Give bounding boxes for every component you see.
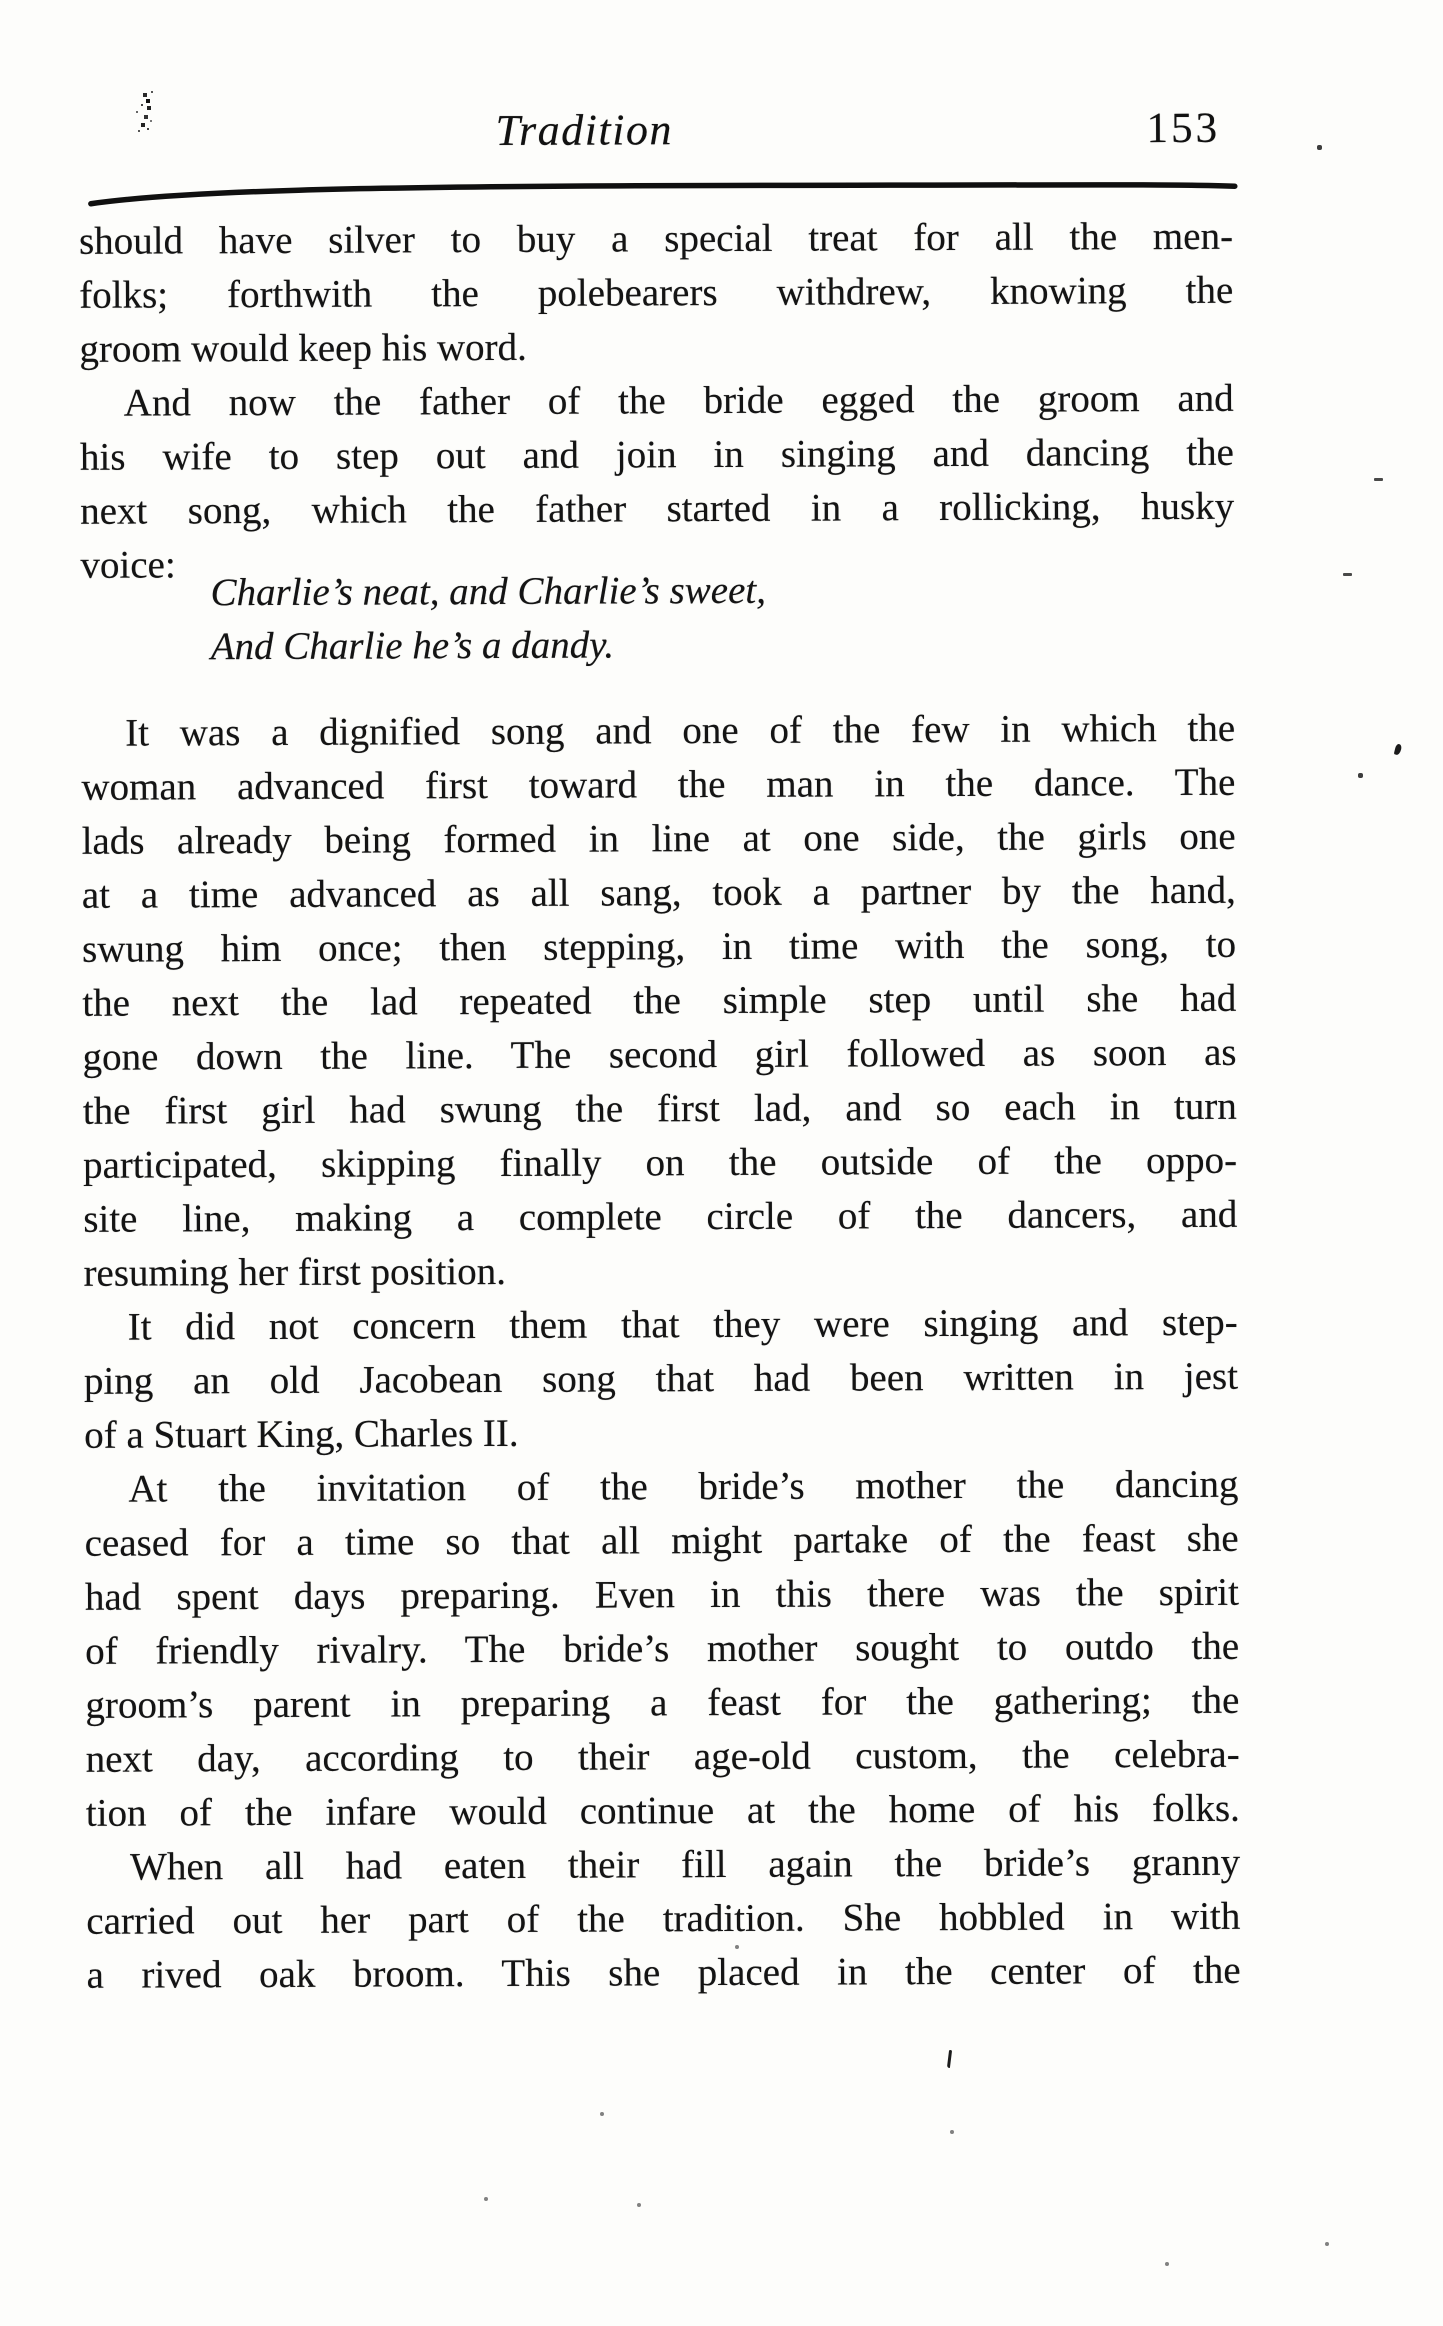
song-verse: [210, 562, 1234, 674]
text-line: ceased for a time so that all might partake of the feast she: [84, 1516, 1239, 1565]
scan-mark-dash: [1374, 478, 1383, 481]
paragraph: [81, 702, 1238, 1301]
page-number: 153: [1146, 104, 1221, 153]
text-line: And now the father of the bride egged the groom and: [123, 376, 1234, 425]
text-line: had spent days preparing. Even in this there was the spirit: [84, 1570, 1240, 1619]
scan-mark-dot: [735, 1945, 739, 1949]
paragraph: [80, 372, 1235, 593]
scan-mark-dot: [1325, 2242, 1329, 2246]
text-line: a rived oak broom. This she placed in the center of the: [86, 1948, 1241, 1997]
scan-mark-dot: [637, 2203, 641, 2207]
scan-mark-dot: [1165, 2262, 1169, 2266]
text-line: groom’s parent in preparing a feast for the gathering; the: [85, 1678, 1240, 1727]
text-line: When all had eaten their fill again the bride’s granny: [130, 1840, 1241, 1889]
paragraph: [84, 1296, 1239, 1463]
text-line: next song, which the father started in a rollicking, husky: [80, 484, 1235, 533]
text-line: resuming her first position.: [83, 1249, 507, 1295]
text-line: At the invitation of the bride’s mother the dancing: [128, 1462, 1239, 1511]
verse-line: Charlie’s neat, and Charlie’s sweet,: [210, 568, 767, 615]
scan-mark-dot: [600, 2112, 604, 2116]
verse-line: And Charlie he’s a dandy.: [210, 623, 615, 669]
text-line: It did not concern them that they were singing and step-: [127, 1300, 1238, 1349]
text-line: next day, according to their age-old custom, the celebra-: [85, 1732, 1240, 1781]
text-line: voice:: [80, 543, 176, 587]
scan-mark-dot: [484, 2197, 488, 2201]
text-line: folks; forthwith the polebearers withdrew, knowing the: [79, 268, 1234, 317]
text-line: ping an old Jacobean song that had been written in jest: [83, 1354, 1239, 1403]
text-line: lads already being formed in line at one side, the girls one: [81, 814, 1236, 863]
text-line: carried out her part of the tradition. She hobbled in with: [86, 1894, 1241, 1943]
text-line: of friendly rivalry. The bride’s mother sought to outdo the: [85, 1624, 1240, 1673]
header-rule-line: [87, 178, 1239, 209]
text-line: It was a dignified song and one of the few in which the: [125, 706, 1236, 755]
text-line: site line, making a complete circle of the dancers, and: [83, 1192, 1238, 1241]
running-head-title: Tradition: [495, 105, 673, 155]
paragraph: [84, 1458, 1240, 1841]
body-text: [79, 210, 1241, 2003]
text-line: tion of the infare would continue at the home of his folks.: [85, 1786, 1240, 1835]
text-line: the first girl had swung the first lad, and so each in turn: [82, 1084, 1237, 1133]
text-line: groom would keep his word.: [79, 325, 527, 371]
text-line: woman advanced first toward the man in the dance. The: [81, 760, 1236, 809]
text-line: at a time advanced as all sang, took a partner by the hand,: [81, 868, 1236, 917]
scan-mark-dot: [1358, 773, 1363, 778]
text-line: should have silver to buy a special treat for all the men-: [78, 214, 1234, 263]
text-line: the next the lad repeated the simple step until she had: [82, 976, 1237, 1025]
text-line: his wife to step out and join in singing and dancing the: [79, 430, 1235, 479]
text-line: swung him once; then stepping, in time with the song, to: [82, 922, 1237, 971]
paragraph: [86, 1836, 1241, 2003]
scan-mark-dash: [1343, 573, 1352, 576]
text-line: of a Stuart King, Charles II.: [84, 1411, 519, 1457]
scan-mark-dot: [950, 2130, 954, 2134]
text-line: gone down the line. The second girl followed as soon as: [82, 1030, 1237, 1079]
scan-mark-smudge: [132, 90, 134, 92]
paragraph: [79, 210, 1234, 377]
text-line: participated, skipping finally on the outside of the oppo-: [82, 1138, 1238, 1187]
scan-mark-dot: [1317, 145, 1322, 150]
